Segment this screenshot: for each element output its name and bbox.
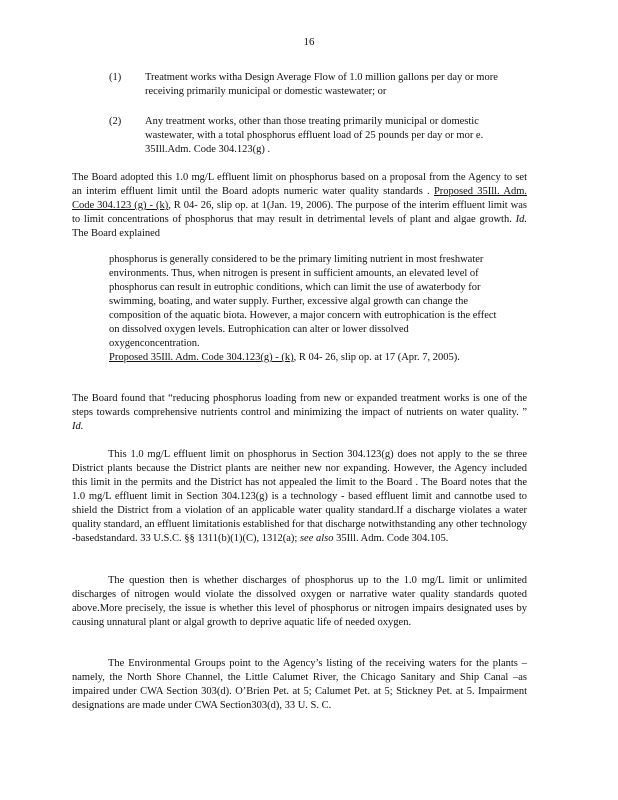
list-item-number: (1) [109,72,122,83]
list-item-1 [109,71,529,99]
paragraph-question [72,574,527,630]
paragraph-board-adopted [72,171,527,241]
list-item-text: Treatment works witha Design Average Flow of 1.0 million gallons per day or more receiving primarily municipal or domestic wastewater; or [145,72,498,97]
quote-citation-rest: , R 04- 26, slip op. at 17 (Apr. 7, 2005). [293,352,460,363]
paragraph-text: The Board found that “reducing phosphorus loading from new or expanded treatment works is one of the steps towards comprehensive nutrients control and minimizing the impact of nutrients on water quality. ” [72,393,527,418]
paragraph-environmental-groups [72,657,527,713]
citation-proposed-rule: Proposed 35Ill. Adm. Code 304.123 (g) - (k) [72,186,527,211]
paragraph-board-found [72,392,527,434]
paragraph-text: The question then is whether discharges of phosphorus up to the 1.0 mg/L limit or unlimited discharges of nitrogen would violate the dissolved oxygen or narrative water quality standards quoted above.More precisely, the issue is whether this level of phosphorus or nitrogen impairs designated uses by causing unnatural plant or algal growth to deprive aquatic life of needed oxygen. [72,575,527,628]
block-quote [109,253,501,365]
paragraph-text: This 1.0 mg/L effluent limit on phosphorus in Section 304.123(g) does not apply to the se three District plants because the District plants are neither new nor expanding. However, the Agency included this limit in the permits and the District has not appealed the limit to the Board . The Board notes that the 1.0 mg/L effluent limit in Section 304.123(g) is a technology - based effluent limit and cannotbe used to shield the District from a violation of an applicable water quality standard.If a discharge violates a water quality standard, an effluent limitationis established for that discharge notwithstanding any other technology -basedstandard. 33 U.S.C. §§ 1311(b)(1)(C), 1312(a); [72,449,527,544]
list-item-2 [109,115,529,157]
list-item-number: (2) [109,116,122,127]
page-number: 16 [303,36,315,48]
paragraph-text: The Environmental Groups point to the Agency’s listing of the receiving waters for the plants –namely, the North Shore Channel, the Little Calumet River, the Chicago Sanitary and Ship Canal –as impaired under CWA Section 303(d). O’Brien Pet. at 5; Calumet Pet. at 5; Stickney Pet. at 5. Impairment designations are made under CWA Section303(d), 33 U. S. C. [72,658,527,711]
id-citation: Id. [72,421,84,432]
paragraph-text: The Board explained [72,228,161,239]
paragraph-text: The Board adopted this 1.0 mg/L effluent limit on phosphorus based on a proposal from the Agency to set an interim effluent limit until the Board adopts numeric water quality standards . [72,172,527,197]
list-item-text: Any treatment works, other than those treating primarily municipal or domestic wastewater, with a total phosphorus effluent load of 25 pounds per day or mor e. 35Ill.Adm. Code 304.123(g) . [145,116,484,155]
see-also-signal: see also [299,533,334,544]
paragraph-text: 35Ill. Adm. Code 304.105. [336,533,449,544]
quote-text: phosphorus is generally considered to be the primary limiting nutrient in most freshwater environments. Thus, when nitrogen is present in sufficient amounts, an elevated level of phosphorus can result in eutrophic conditions, which can limit the use of awaterbody for swimming, boating, and water supply. Further, excessive algal growth can change the composition of the aquatic biota. However, a major concern with eutrophication is the effect on dissolved oxygen levels. Eutrophication can alter or lower dissolved oxygenconcentration. [109,254,497,349]
citation-proposed-rule: Proposed 35Ill. Adm. Code 304.123(g) - (k) [109,352,294,363]
paragraph-text: , R 04- 26, slip op. at 1(Jan. 19, 2006). The purpose of the interim effluent limit was to limit concentrations of phosphorus that may result in detrimental levels of plant and algae growth. [72,200,528,225]
paragraph-effluent-limit [72,448,527,546]
id-citation: Id. [515,214,527,225]
